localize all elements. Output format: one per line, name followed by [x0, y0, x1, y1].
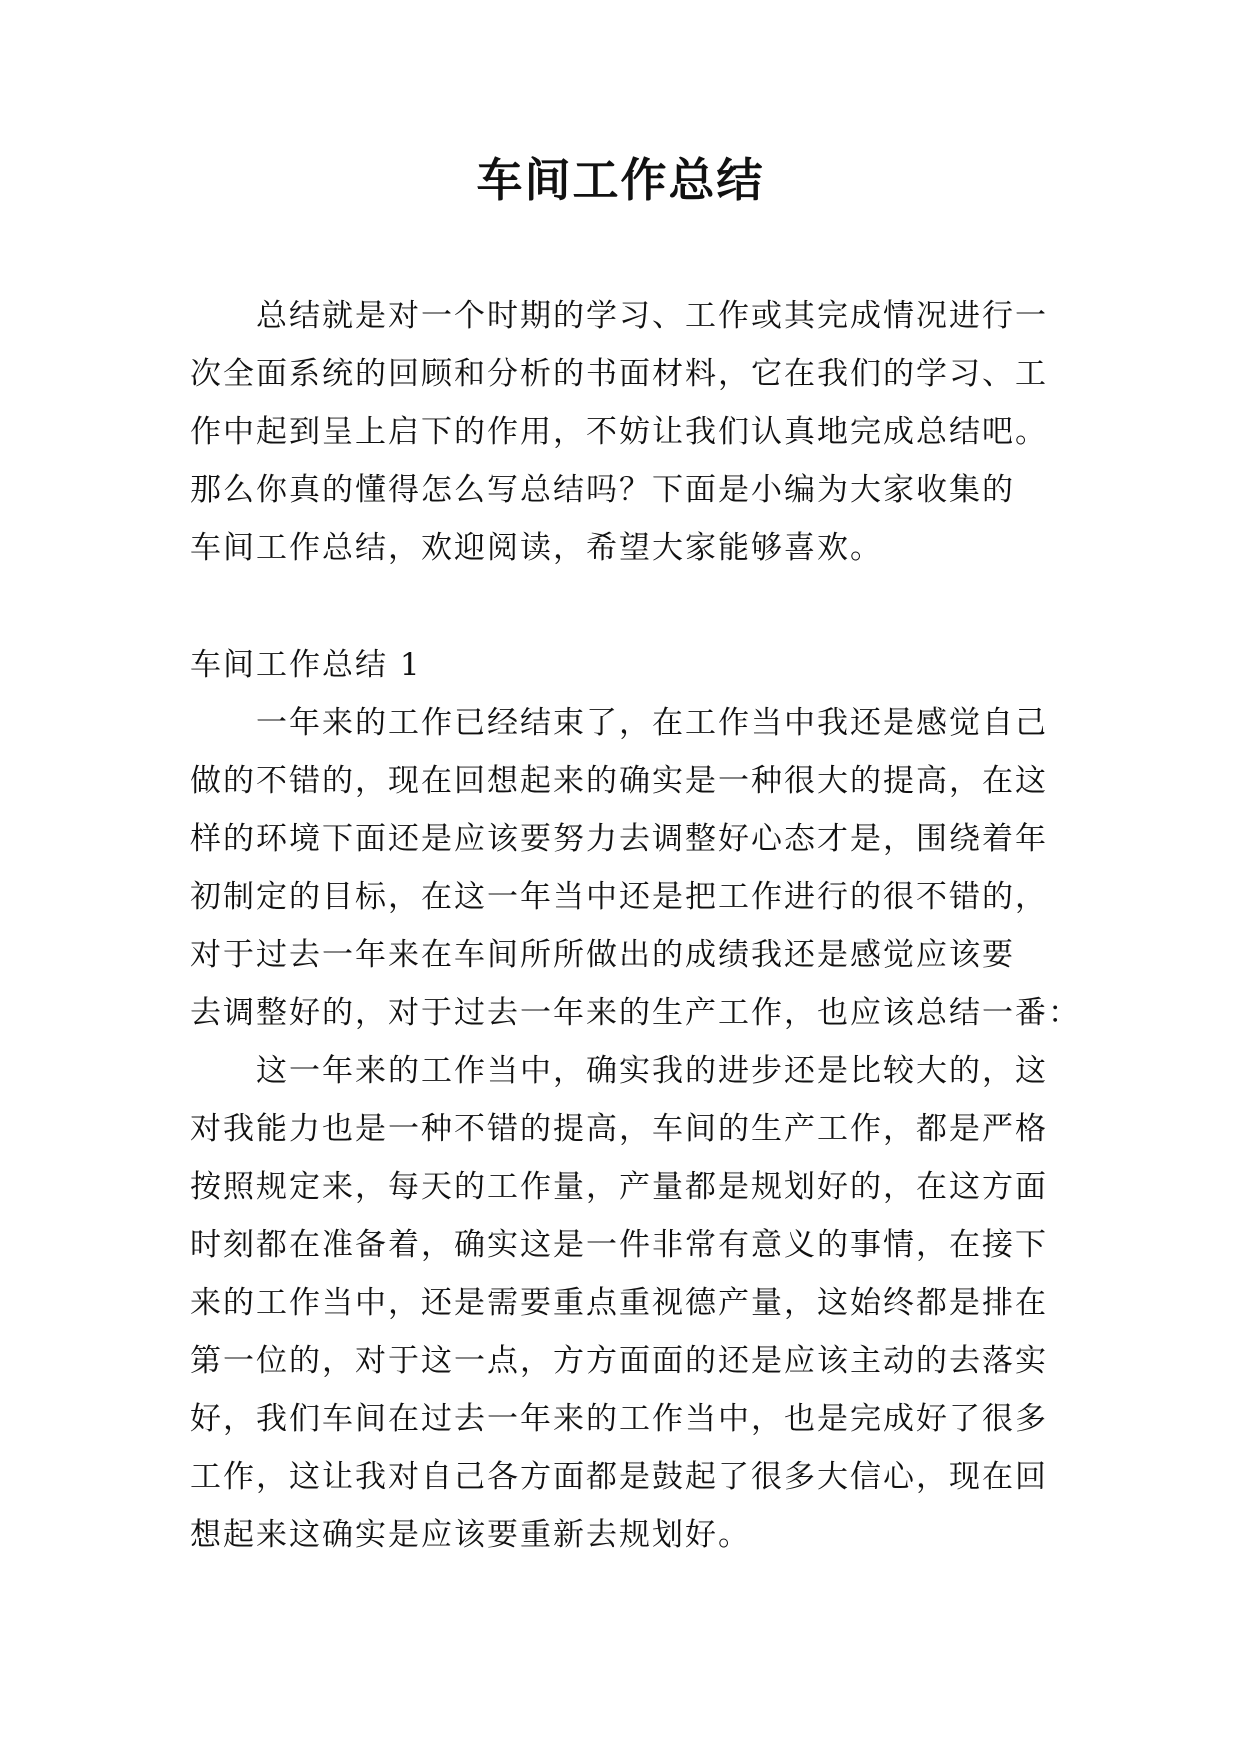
paragraph-1-line: 一年来的工作已经结束了，在工作当中我还是感觉自己 [256, 705, 1048, 741]
paragraph-2-line: 工作，这让我对自己各方面都是鼓起了很多大信心，现在回 [190, 1459, 1048, 1495]
paragraph-2-line: 第一位的，对于这一点，方方面面的还是应该主动的去落实 [190, 1343, 1048, 1379]
intro-line: 总结就是对一个时期的学习、工作或其完成情况进行一 [256, 298, 1048, 334]
paragraph-1-line: 初制定的目标，在这一年当中还是把工作进行的很不错的， [190, 879, 1048, 915]
intro-line: 车间工作总结，欢迎阅读，希望大家能够喜欢。 [190, 530, 883, 566]
paragraph-2-line: 按照规定来，每天的工作量，产量都是规划好的，在这方面 [190, 1169, 1048, 1205]
intro-line: 作中起到呈上启下的作用，不妨让我们认真地完成总结吧。 [190, 414, 1048, 450]
paragraph-2-line: 这一年来的工作当中，确实我的进步还是比较大的，这 [256, 1053, 1048, 1089]
intro-line: 次全面系统的回顾和分析的书面材料，它在我们的学习、工 [190, 356, 1048, 392]
section-1 [190, 636, 1081, 1564]
paragraph-1-line: 样的环境下面还是应该要努力去调整好心态才是，围绕着年 [190, 821, 1048, 857]
intro-line: 那么你真的懂得怎么写总结吗？下面是小编为大家收集的 [190, 472, 1015, 508]
paragraph-2-line: 来的工作当中，还是需要重点重视德产量，这始终都是排在 [190, 1285, 1048, 1321]
paragraph-2-line: 想起来这确实是应该要重新去规划好。 [190, 1517, 751, 1553]
paragraph-1-line: 做的不错的，现在回想起来的确实是一种很大的提高，在这 [190, 763, 1048, 799]
paragraph-1-line: 去调整好的，对于过去一年来的生产工作，也应该总结一番： [190, 995, 1081, 1031]
paragraph-2-line: 时刻都在准备着，确实这是一件非常有意义的事情，在接下 [190, 1227, 1048, 1263]
paragraph-1-line: 对于过去一年来在车间所所做出的成绩我还是感觉应该要 [190, 937, 1015, 973]
section-heading: 车间工作总结 1 [190, 647, 422, 683]
paragraph-2-line: 好，我们车间在过去一年来的工作当中，也是完成好了很多 [190, 1401, 1048, 1437]
paragraph-2-line: 对我能力也是一种不错的提高，车间的生产工作，都是严格 [190, 1111, 1048, 1147]
document-title: 车间工作总结 [476, 153, 765, 207]
intro-paragraph [190, 287, 1070, 577]
